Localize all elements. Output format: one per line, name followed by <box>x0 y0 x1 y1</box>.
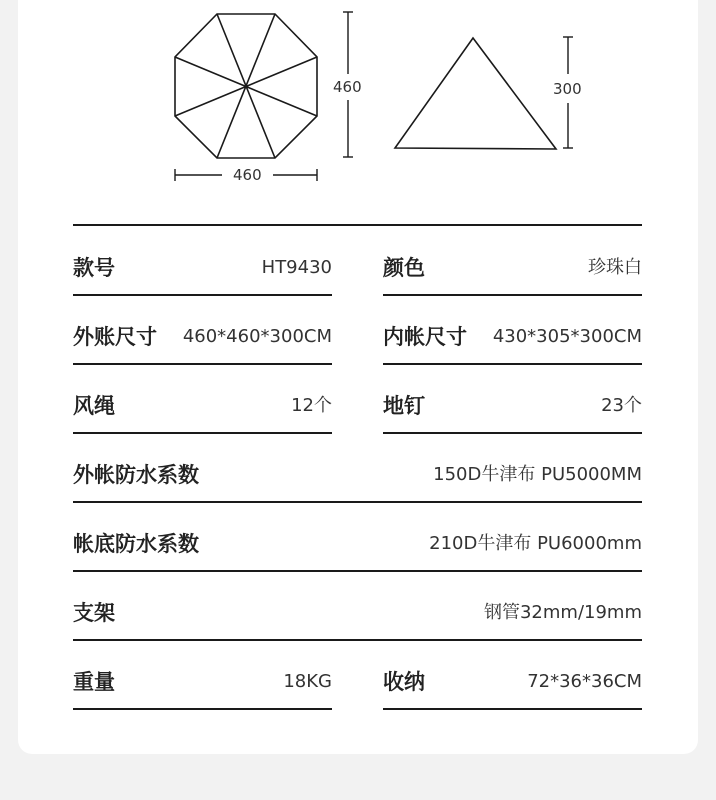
triangle-side-view <box>395 38 556 149</box>
spec-cell-model <box>73 226 332 296</box>
triangle-height-label: 300 <box>553 80 582 98</box>
octagon-height-label: 460 <box>333 78 362 96</box>
octagon-floor-plan <box>175 14 317 158</box>
spec-cell-floor-waterproof <box>73 502 642 572</box>
frame-value: 钢管32mm/19mm <box>483 602 642 623</box>
inner-size-value: 430*305*300CM <box>492 326 642 347</box>
octagon-width-label: 460 <box>233 166 262 184</box>
weight-label: 重量 <box>73 670 115 694</box>
floor-waterproof-value: 210D牛津布 PU6000mm <box>429 533 642 554</box>
color-value: 珍珠白 <box>588 257 642 278</box>
floor-waterproof-label: 帐底防水系数 <box>73 532 199 556</box>
packed-size-value: 72*36*36CM <box>527 671 642 692</box>
guy-rope-label: 风绳 <box>73 394 115 418</box>
stakes-value: 23个 <box>601 395 642 416</box>
spec-cell-packed-size <box>383 640 642 710</box>
spec-cell-stakes <box>383 364 642 434</box>
outer-waterproof-value: 150D牛津布 PU5000MM <box>433 464 642 485</box>
inner-size-label: 内帐尺寸 <box>383 325 467 349</box>
color-label: 颜色 <box>383 256 425 280</box>
weight-value: 18KG <box>283 671 332 692</box>
packed-size-label: 收纳 <box>383 670 425 694</box>
tent-outline-svg <box>0 0 716 200</box>
outer-waterproof-label: 外帐防水系数 <box>73 463 199 487</box>
frame-label: 支架 <box>73 601 115 625</box>
spec-cell-guy-rope <box>73 364 332 434</box>
spec-cell-weight <box>73 640 332 710</box>
spec-cell-outer-size <box>73 295 332 365</box>
model-label: 款号 <box>73 256 115 280</box>
spec-cell-outer-waterproof <box>73 433 642 503</box>
spec-cell-inner-size <box>383 295 642 365</box>
spec-cell-frame <box>73 571 642 641</box>
outer-size-label: 外账尺寸 <box>73 325 157 349</box>
spec-cell-color <box>383 226 642 296</box>
stakes-label: 地钉 <box>383 394 425 418</box>
outer-size-value: 460*460*300CM <box>182 326 332 347</box>
tent-diagrams <box>0 0 716 200</box>
guy-rope-value: 12个 <box>291 395 332 416</box>
model-value: HT9430 <box>261 257 332 278</box>
